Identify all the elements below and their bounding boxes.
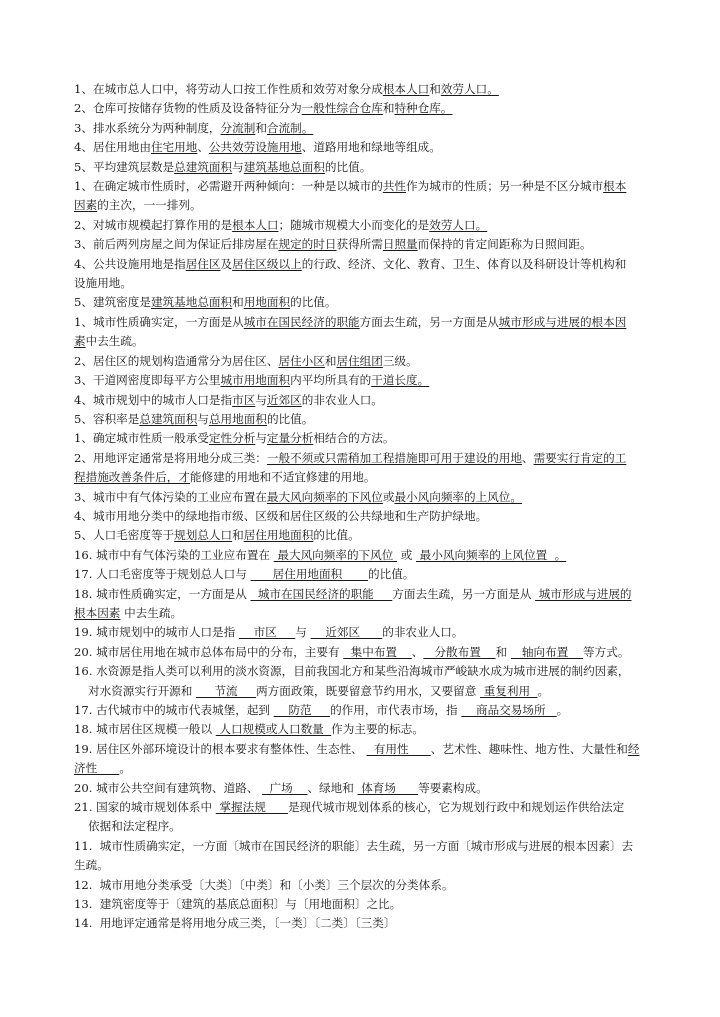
question-text: 17. 人口毛密度等于规划总人口与 bbox=[74, 567, 251, 582]
question-text: 对水资源实行开源和 bbox=[88, 683, 197, 698]
question-text: 与 bbox=[232, 159, 244, 174]
text-line bbox=[74, 895, 680, 914]
question-text: 而保持的肯定间距称为日照间距。 bbox=[417, 237, 592, 252]
text-line bbox=[74, 682, 680, 701]
text-line bbox=[74, 293, 680, 312]
text-line bbox=[74, 313, 680, 332]
question-text: 是现代城市规划体系的核心，它为规划行政中和规划运作供给法定 bbox=[287, 800, 625, 815]
text-line bbox=[74, 80, 680, 99]
question-text: 2、居住区的规划构造通常分为居住区、 bbox=[74, 353, 279, 368]
question-text: 和 bbox=[232, 528, 244, 543]
question-text: 中去生疏。 bbox=[120, 605, 183, 620]
question-text: 设施用地。 bbox=[74, 276, 132, 291]
question-text: 2、仓库可按储存货物的性质及设备特征分为 bbox=[74, 101, 302, 116]
question-text: 与 bbox=[255, 392, 267, 407]
text-line bbox=[74, 196, 680, 215]
question-text: 5、建筑密度是 bbox=[74, 295, 151, 310]
text-line bbox=[74, 546, 680, 565]
text-line bbox=[74, 255, 680, 274]
answer-text: 素 bbox=[74, 334, 86, 349]
answer-text: 根本人口 bbox=[232, 217, 279, 232]
answer-text: 建筑基地总面积 bbox=[243, 159, 325, 174]
question-text: 19. 居住区外部环境设计的根本要求有整体性、生态性、 bbox=[74, 741, 367, 756]
answer-text: 程措施改善条件后，才 bbox=[74, 470, 190, 485]
question-text: 4、居住用地由 bbox=[74, 140, 151, 155]
question-text: 内平均所具有的 bbox=[290, 373, 372, 388]
text-line bbox=[74, 914, 680, 933]
question-text: 1、在确定城市性质时，必需避开两种倾向：一种是以城市的 bbox=[74, 179, 383, 194]
text-line bbox=[74, 876, 680, 895]
question-text: 的主次，一一排列。 bbox=[97, 198, 202, 213]
question-text: 生疏。 bbox=[74, 858, 109, 873]
text-line bbox=[74, 779, 680, 798]
answer-text: 近郊区 bbox=[310, 625, 383, 640]
question-text: 的比值。 bbox=[290, 295, 337, 310]
answer-text: 分流制 bbox=[220, 120, 256, 135]
answer-text: 最大风向频率的下风位 bbox=[266, 489, 383, 504]
text-line bbox=[74, 565, 680, 584]
question-text: 19. 城市规划中的城市人口是指 bbox=[74, 625, 239, 640]
question-text: 5、平均建筑层数是 bbox=[74, 159, 175, 174]
answer-text: 居住区级以上 bbox=[232, 256, 302, 271]
answer-text: 最大风向频率的下风位 bbox=[273, 547, 398, 562]
answer-text: 居住用地面积 bbox=[250, 567, 369, 582]
question-text: 作为城市的性质；另一种是不区分城市 bbox=[406, 179, 604, 194]
answer-text: 定性分析 bbox=[208, 431, 256, 446]
answer-text: 经 bbox=[627, 741, 640, 756]
answer-text: 居住小区 bbox=[278, 353, 325, 368]
question-text: 12. 城市用地分类承受〔大类〕〔中类〕和〔小类〕三个层次的分类体系。 bbox=[74, 877, 454, 892]
question-text: 、 bbox=[521, 450, 534, 465]
answer-text: 掌握法规 bbox=[215, 800, 288, 815]
question-text: ；随城市规模大小而变化的是 bbox=[278, 217, 430, 232]
question-text: 两方面政策，既要留意节约用水，又要留意 bbox=[256, 683, 481, 698]
question-text: 相结合的方法。 bbox=[313, 431, 395, 446]
question-text: 3、前后两列房屋之间为保证后排房屋在 bbox=[74, 237, 279, 252]
answer-text: 市区 bbox=[232, 392, 256, 407]
question-text: 与 bbox=[255, 431, 267, 446]
question-text: 和 bbox=[255, 120, 267, 135]
answer-text: 规定的时日 bbox=[278, 237, 337, 252]
text-line bbox=[74, 235, 680, 254]
answer-text: 最小风向频率的上风位置 。 bbox=[416, 547, 567, 562]
answer-text: 干道长度。 bbox=[371, 373, 430, 388]
question-text: 20. 城市居住用地在城市总体布局中的分布，主要有 bbox=[74, 644, 344, 659]
text-line bbox=[74, 119, 680, 138]
answer-text: 轴向布置 bbox=[510, 644, 584, 659]
answer-text: 特种仓库。 bbox=[394, 101, 453, 116]
text-line bbox=[74, 216, 680, 235]
answer-text: 城市形成与进展的根本因 bbox=[498, 314, 627, 329]
question-text: 的作用，市代表市场，指 bbox=[330, 703, 462, 717]
question-text: 2、对城市规模起打算作用的是 bbox=[74, 217, 233, 232]
question-text: 、 bbox=[411, 644, 424, 659]
question-text: 3、排水系统分为两种制度， bbox=[74, 120, 221, 135]
answer-text: 城市在国民经济的职能 bbox=[250, 586, 393, 601]
answer-text: 合流制。 bbox=[266, 120, 314, 135]
question-text: 和 bbox=[324, 353, 337, 368]
question-text: 5、人口毛密度等于 bbox=[74, 528, 175, 543]
question-text: 1、城市性质确实定，一方面是从 bbox=[74, 314, 244, 329]
question-text: 21. 国家的城市规划体系中 bbox=[74, 800, 216, 815]
question-text: 依据和法定程序。 bbox=[88, 819, 181, 834]
question-text: 。 bbox=[537, 683, 550, 698]
question-text: 。 bbox=[556, 703, 569, 717]
text-line bbox=[74, 798, 680, 817]
text-line bbox=[74, 817, 680, 836]
question-text: 的比值。 bbox=[266, 411, 314, 426]
answer-text: 总建筑面积 bbox=[174, 159, 233, 174]
text-line bbox=[74, 585, 680, 604]
answer-text: 人口规模或人口数量 bbox=[215, 722, 332, 737]
answer-text: 体育场 bbox=[357, 780, 419, 795]
answer-text: 公共效劳设施用地 bbox=[208, 140, 302, 155]
text-line bbox=[74, 274, 680, 293]
text-line bbox=[74, 332, 680, 351]
answer-text: 需要实行肯定的工 bbox=[533, 450, 627, 465]
answer-text: 根本 bbox=[603, 179, 627, 194]
text-line bbox=[74, 507, 680, 526]
answer-text: 一般性综合仓库 bbox=[301, 101, 383, 116]
question-text: 和 bbox=[232, 295, 244, 310]
answer-text: 定量分析 bbox=[266, 431, 314, 446]
question-text: 作为主要的标志。 bbox=[331, 722, 424, 737]
question-text: 13. 建筑密度等于〔建筑的基底总面积〕与〔用地面积〕之比。 bbox=[74, 897, 402, 912]
answer-text: 根本人口 bbox=[382, 82, 430, 96]
answer-text: 城市用地面积 bbox=[220, 373, 291, 388]
question-text: 3、城市中有气体污染的工业应布置在 bbox=[74, 489, 267, 504]
question-text: 及 bbox=[220, 256, 233, 271]
question-text: 、绿地和 bbox=[307, 780, 358, 795]
answer-text: 建筑基地总面积 bbox=[150, 295, 233, 310]
answer-text: 最小风向频率的上风位。 bbox=[394, 489, 522, 504]
text-line bbox=[74, 604, 680, 623]
answer-text: 效劳人口。 bbox=[440, 82, 499, 96]
question-text: 方面去生疏，另一方面是从 bbox=[392, 586, 536, 601]
answer-text: 城市在国民经济的职能 bbox=[243, 314, 360, 329]
answer-text: 日照量 bbox=[382, 237, 418, 252]
question-text: 获得所需 bbox=[336, 237, 383, 252]
answer-text: 因素 bbox=[74, 198, 98, 213]
question-text: 14. 用地评定通常是将用地分成三类，〔一类〕〔二类〕〔三类〕 bbox=[74, 916, 396, 931]
question-text: 20. 城市公共空间有建筑物、道路、 bbox=[74, 780, 263, 795]
question-text: 等方式。 bbox=[583, 644, 630, 659]
document-body bbox=[74, 80, 680, 934]
answer-text: 一般不须或只需稍加工程措施即可用于建设的用地 bbox=[266, 450, 522, 465]
answer-text: 城市形成与进展的 bbox=[535, 586, 632, 601]
text-line bbox=[74, 623, 680, 642]
text-line bbox=[74, 138, 680, 157]
question-text: 、 bbox=[197, 140, 209, 155]
text-line bbox=[74, 410, 680, 429]
text-line bbox=[74, 391, 680, 410]
question-text: 。 bbox=[119, 761, 131, 776]
question-text: 等要素构成。 bbox=[418, 780, 488, 795]
text-line bbox=[74, 740, 680, 759]
question-text: 5、容积率是 bbox=[74, 411, 140, 426]
question-text: 的比值。 bbox=[368, 567, 415, 582]
answer-text: 住宅用地 bbox=[150, 140, 198, 155]
text-line bbox=[74, 177, 680, 196]
answer-text: 规划总人口 bbox=[174, 528, 233, 543]
text-line bbox=[74, 371, 680, 390]
text-line bbox=[74, 158, 680, 177]
question-text: 的非农业人口。 bbox=[382, 625, 464, 640]
answer-text: 用地面积 bbox=[243, 295, 291, 310]
text-line bbox=[74, 759, 680, 778]
question-text: 18. 城市性质确实定，一方面是从 bbox=[74, 586, 251, 601]
question-text: 与 bbox=[197, 411, 209, 426]
question-text: 三级。 bbox=[382, 353, 418, 368]
question-text: 、道路用地和绿地等组成。 bbox=[301, 140, 441, 155]
text-line bbox=[74, 856, 680, 875]
answer-text: 节流 bbox=[196, 683, 257, 698]
text-line bbox=[74, 468, 680, 487]
answer-text: 共性 bbox=[382, 179, 407, 194]
question-text: 方面去生疏，另一方面是从 bbox=[359, 314, 499, 329]
text-line bbox=[74, 526, 680, 545]
answer-text: 商品交易场所 bbox=[461, 703, 557, 717]
answer-text: 有用性 bbox=[366, 741, 431, 756]
answer-text: 根本因素 bbox=[74, 605, 121, 620]
question-text: 4、城市用地分类中的绿地指市级、区级和居住区级的公共绿地和生产防护绿地。 bbox=[74, 508, 488, 523]
text-line bbox=[74, 643, 680, 662]
text-line bbox=[74, 429, 680, 448]
answer-text: 防范 bbox=[273, 703, 331, 717]
question-text: 或 bbox=[382, 489, 395, 504]
answer-text: 市区 bbox=[238, 625, 296, 640]
answer-text: 居住组团 bbox=[336, 353, 383, 368]
question-text: 的比值。 bbox=[324, 159, 372, 174]
question-text: 和 bbox=[495, 644, 511, 659]
answer-text: 分散布置 bbox=[423, 644, 496, 659]
question-text: 1、在城市总人口中，将劳动人口按工作性质和效劳对象分成 bbox=[74, 82, 383, 96]
question-text: 的行政、经济、文化、教育、卫生、体育以及科研设计等机构和 bbox=[301, 256, 627, 271]
question-text: 中去生疏。 bbox=[85, 334, 144, 349]
question-text: 和 bbox=[382, 101, 395, 116]
answer-text: 总用地面积 bbox=[208, 411, 267, 426]
text-line bbox=[74, 701, 680, 720]
question-text: 17. 古代城市中的城市代表城堡，起到 bbox=[74, 703, 274, 717]
answer-text: 重复利用 bbox=[480, 683, 538, 698]
text-line bbox=[74, 99, 680, 118]
text-line bbox=[74, 449, 680, 468]
answer-text: 居住用地面积 bbox=[243, 528, 314, 543]
answer-text: 集中布置 bbox=[343, 644, 412, 659]
question-text: 3、干道网密度即每平方公里 bbox=[74, 373, 221, 388]
question-text: 11. 城市性质确实定，一方面〔城市在国民经济的职能〕去生疏，另一方面〔城市形成与进展的根本因素〕去 bbox=[74, 838, 634, 853]
question-text: 1、确定城市性质一般承受 bbox=[74, 431, 209, 446]
text-line bbox=[74, 720, 680, 739]
question-text: 与 bbox=[295, 625, 311, 640]
question-text: 16. 水资源是指人类可以利用的淡水资源，目前我国北方和某些沿海城市严峻缺水成为城市进展的制约因素， bbox=[74, 664, 630, 679]
text-line bbox=[74, 837, 680, 856]
question-text: 或 bbox=[397, 547, 416, 562]
question-text: 4、公共设施用地是指 bbox=[74, 256, 186, 271]
question-text: 、艺术性、趣味性、地方性、大量性和 bbox=[430, 741, 628, 756]
question-text: 能修建的用地和不适宜修建的用地。 bbox=[189, 470, 376, 485]
answer-text: 总建筑面积 bbox=[139, 411, 198, 426]
text-line bbox=[74, 352, 680, 371]
question-text: 4、城市规划中的城市人口是指 bbox=[74, 392, 233, 407]
answer-text: 济性 bbox=[74, 761, 120, 776]
question-text: 16. 城市中有气体污染的工业应布置在 bbox=[74, 547, 274, 562]
question-text: 的非农业人口。 bbox=[301, 392, 383, 407]
question-text: 2、用地评定通常是将用地分成三类： bbox=[74, 450, 267, 465]
text-line bbox=[74, 488, 680, 507]
answer-text: 广场 bbox=[262, 780, 308, 795]
question-text: 的比值。 bbox=[313, 528, 360, 543]
answer-text: 近郊区 bbox=[266, 392, 302, 407]
answer-text: 居住区 bbox=[185, 256, 221, 271]
answer-text: 效劳人口。 bbox=[429, 217, 488, 232]
question-text: 18. 城市居住区规模一般以 bbox=[74, 722, 216, 737]
question-text: 和 bbox=[429, 82, 441, 96]
text-line bbox=[74, 662, 680, 681]
